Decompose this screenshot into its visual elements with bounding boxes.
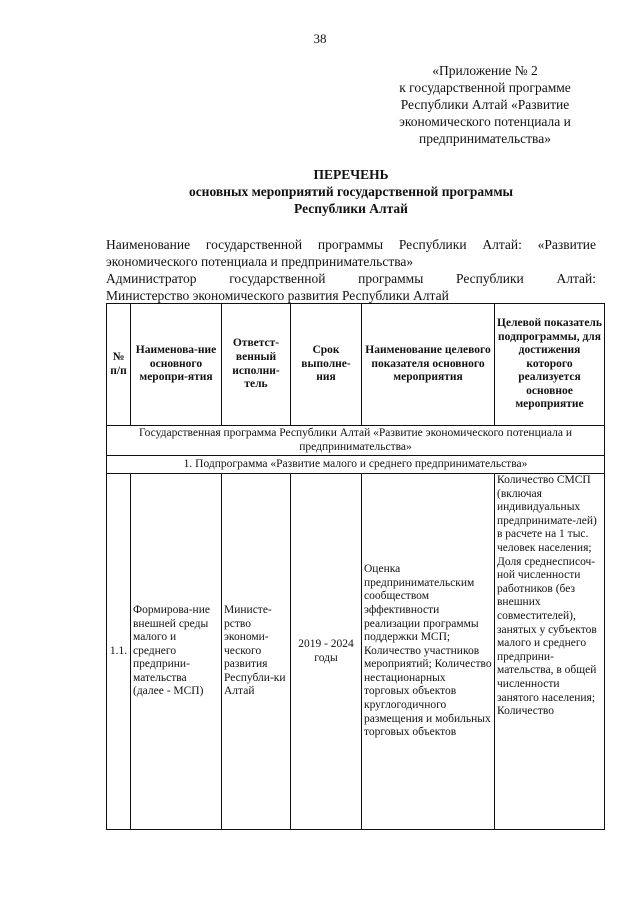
title-line: ПЕРЕЧЕНЬ <box>313 167 389 182</box>
word: Наименование <box>106 237 191 252</box>
row-indicator: Оценка предпринимательским сообществом эффективности реализации программы поддержки МСП; Количество участников мероприятий; Количество нестационарных торговых объектов круглогодичного размещения и мобильных торговых объектов <box>362 474 495 830</box>
title-line: Республики Алтай <box>294 201 408 216</box>
appendix-line: к государственной программе <box>399 80 571 95</box>
header-target: Целевой показатель подпрограммы, для достижения которого реализуется основное мероприятие <box>495 304 605 426</box>
administrator-line: Министерство экономического развития Республики Алтай <box>106 288 449 303</box>
subprogram-row <box>107 456 605 474</box>
header-indicator: Наименование целевого показателя основного мероприятия <box>362 304 495 426</box>
word: Республики <box>456 271 524 286</box>
appendix-note <box>374 62 596 147</box>
appendix-line: Республики Алтай «Развитие <box>400 97 570 112</box>
header-term: Срок выполне-ния <box>291 304 362 426</box>
header-num: № п/п <box>107 304 131 426</box>
program-name-line: экономического потенциала и предпринимательства» <box>106 254 414 269</box>
word: Администратор <box>106 271 197 286</box>
program-name-paragraph <box>106 236 596 270</box>
table-header-row <box>107 304 605 426</box>
table-row <box>107 474 605 830</box>
word: программы <box>317 237 384 252</box>
page-number: 38 <box>313 31 327 46</box>
administrator-line <box>106 270 596 287</box>
activities-table <box>106 303 605 830</box>
program-name-line <box>106 236 596 253</box>
appendix-line: предпринимательства» <box>418 131 551 146</box>
word: государственной <box>229 271 326 286</box>
word: государственной <box>205 237 303 252</box>
appendix-line: «Приложение № 2 <box>432 63 538 78</box>
administrator-paragraph <box>106 270 596 304</box>
document-title <box>106 166 596 217</box>
header-activity: Наименова-ние основного меропри-ятия <box>131 304 222 426</box>
word: Алтай: <box>482 237 522 252</box>
subprogram-row-cell: 1. Подпрограмма «Развитие малого и среднего предпринимательства» <box>107 456 605 474</box>
word: Алтай: <box>556 271 596 286</box>
header-executor: Ответст-венный исполни-тель <box>222 304 291 426</box>
row-executor: Министе-рство экономи-ческого развития Республи-ки Алтай <box>222 474 291 830</box>
appendix-line: экономического потенциала и <box>399 114 571 129</box>
word: «Развитие <box>537 237 596 252</box>
word: Республики <box>398 237 467 252</box>
row-activity: Формирова-ние внешней среды малого и среднего предприни-мательства (далее - МСП) <box>131 474 222 830</box>
word: программы <box>358 271 424 286</box>
program-row <box>107 426 605 456</box>
row-target: Количество СМСП (включая индивидуальных предпринимате-лей) в расчете на 1 тыс. человек населения; Доля среднесписоч-ной численности работников (без внешних совместителей), занятых у субъектов малого и среднего предприни-мательства, в общей численности занятого населения; Количество <box>495 474 605 830</box>
row-num: 1.1. <box>107 474 131 830</box>
title-line: основных мероприятий государственной программы <box>188 184 514 199</box>
row-term: 2019 - 2024 годы <box>291 474 362 830</box>
program-row-cell: Государственная программа Республики Алтай «Развитие экономического потенциала и предпринимательства» <box>107 426 605 456</box>
